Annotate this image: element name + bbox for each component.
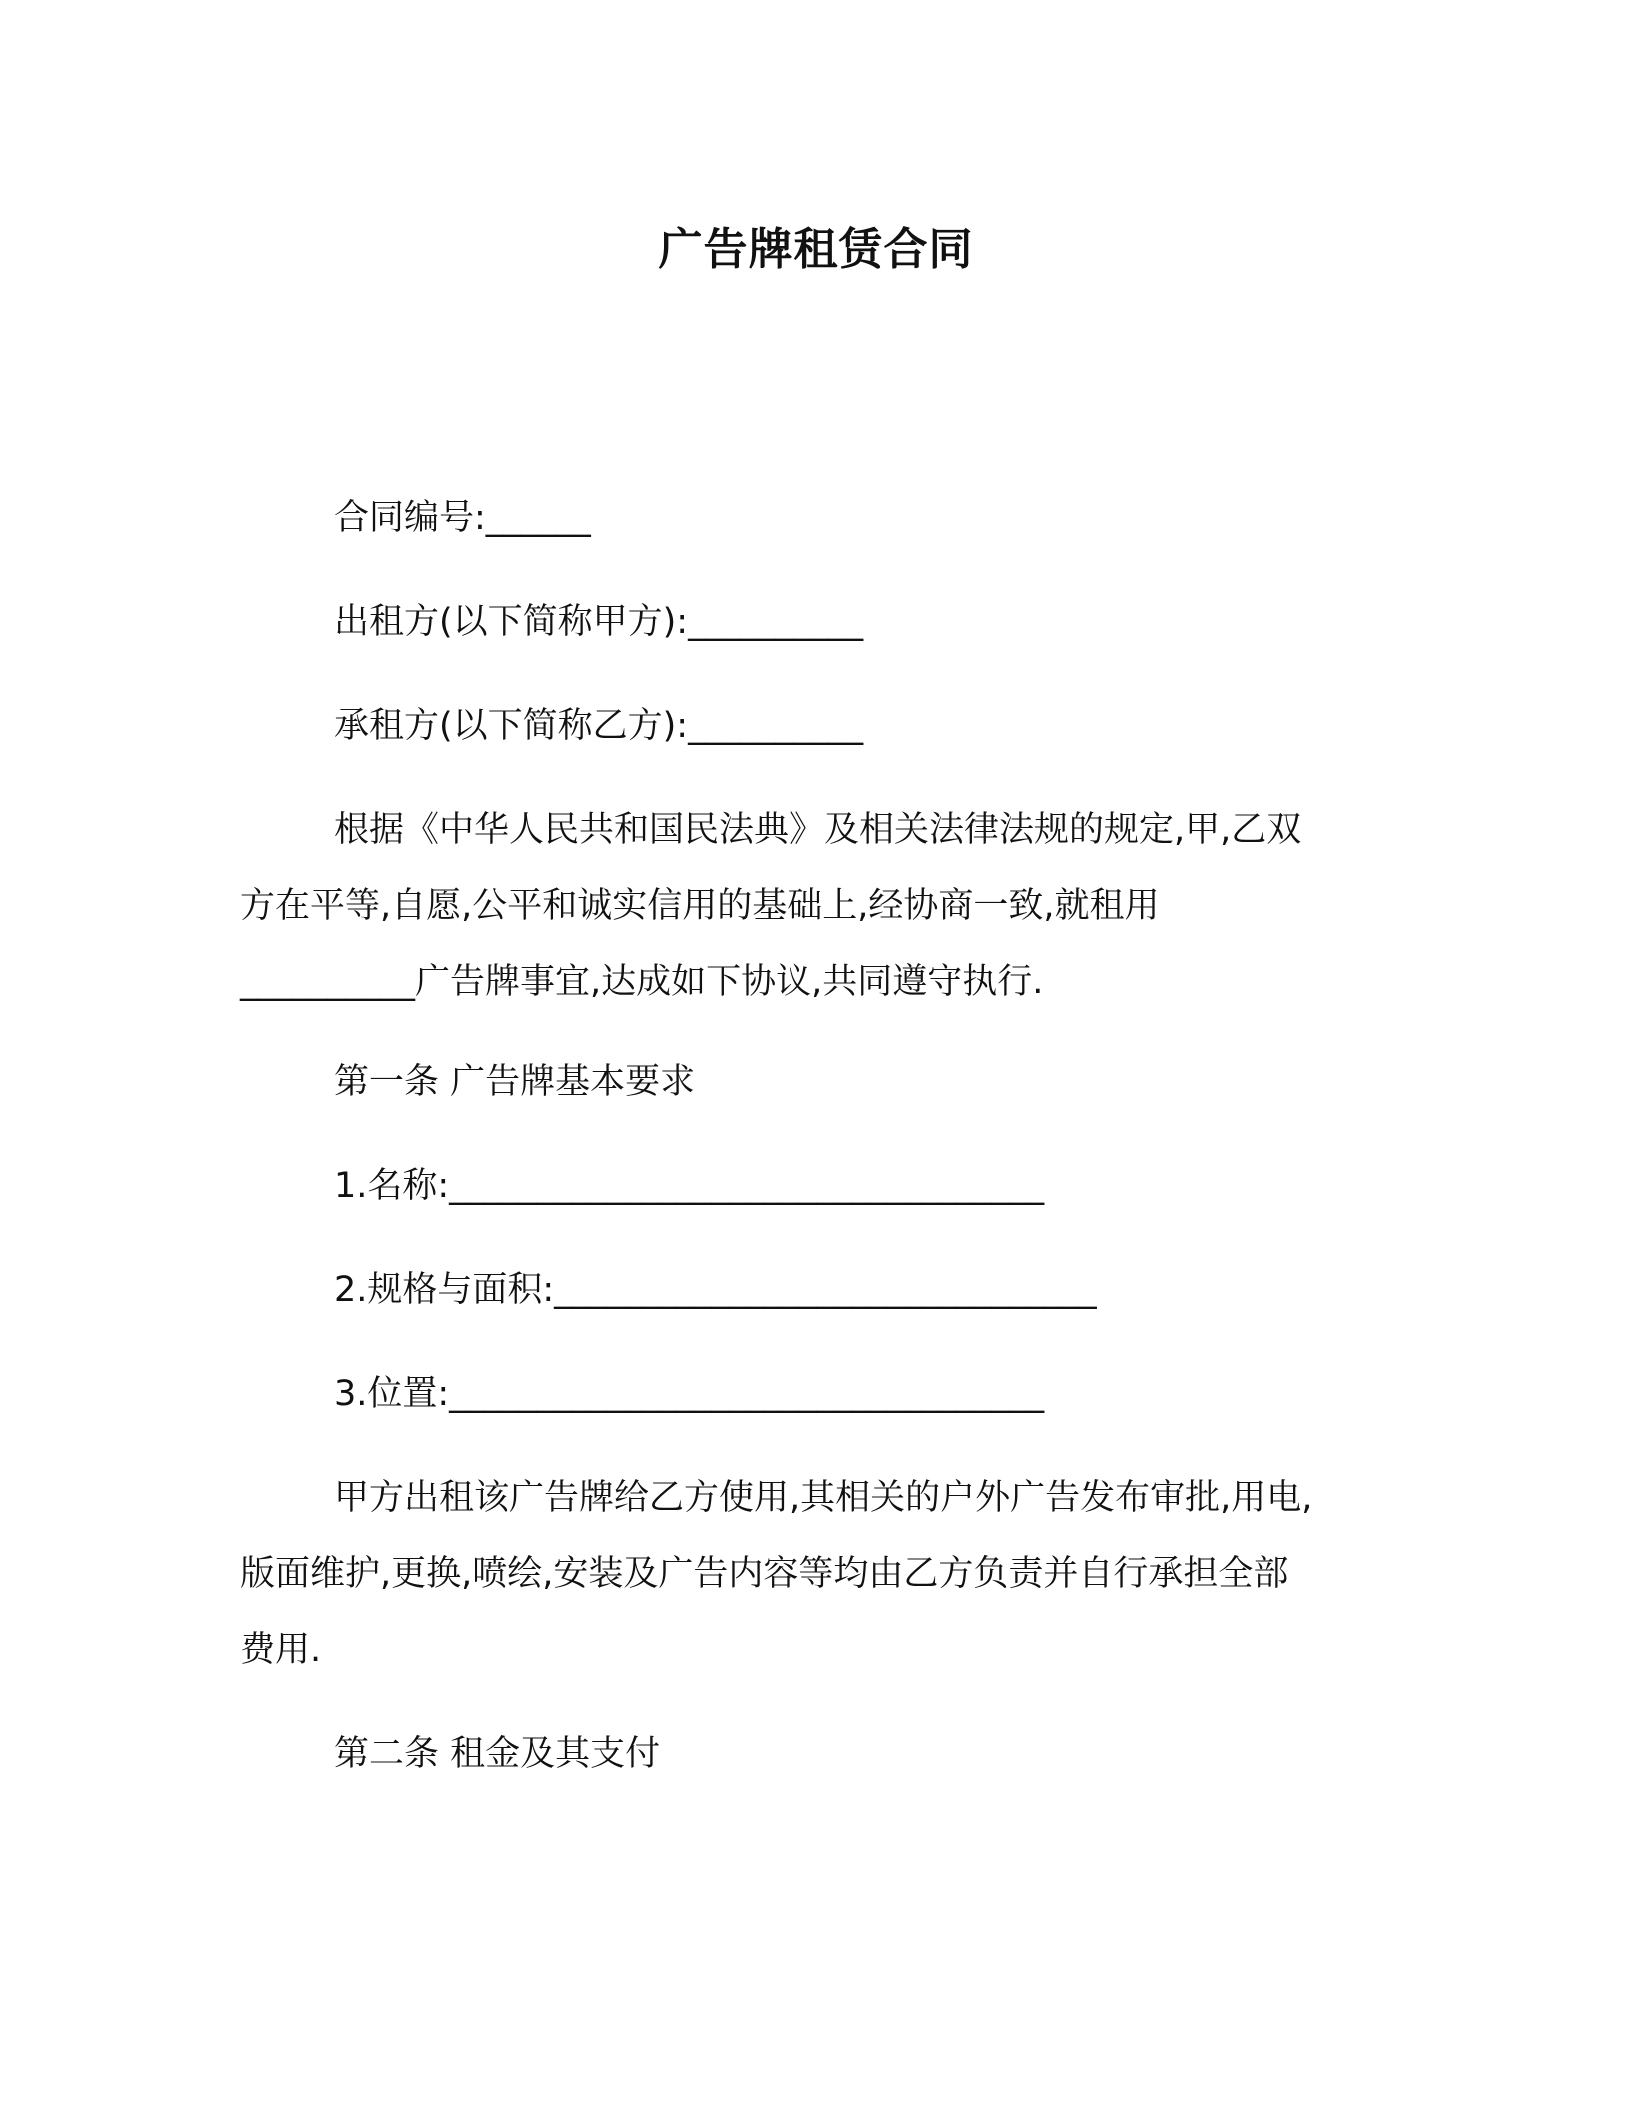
article-1-paragraph-line-2: 版面维护,更换,喷绘,安装及广告内容等均由乙方负责并自行承担全部 (240, 1554, 1289, 1594)
article-1-paragraph-line-1: 甲方出租该广告牌给乙方使用,其相关的户外广告发布审批,用电, (334, 1478, 1313, 1518)
preamble-line-2: 方在平等,自愿,公平和诚实信用的基础上,经协商一致,就租用 (240, 886, 1160, 926)
contract-number-line: 合同编号:______ (334, 498, 591, 538)
article-1-paragraph-line-3: 费用. (240, 1630, 322, 1670)
article-1-heading: 第一条 广告牌基本要求 (334, 1062, 696, 1102)
preamble-line-3: __________广告牌事宜,达成如下协议,共同遵守执行. (240, 962, 1044, 1002)
item-name-line: 1.名称:__________________________________ (334, 1166, 1045, 1206)
preamble-line-1: 根据《中华人民共和国民法典》及相关法律法规的规定,甲,乙双 (334, 810, 1302, 850)
item-location-line: 3.位置:__________________________________ (334, 1374, 1045, 1414)
lessor-line: 出租方(以下简称甲方):__________ (334, 602, 864, 642)
item-spec-line: 2.规格与面积:_______________________________ (334, 1270, 1097, 1310)
article-2-heading: 第二条 租金及其支付 (334, 1734, 661, 1774)
document-title: 广告牌租赁合同 (658, 224, 974, 275)
lessee-line: 承租方(以下简称乙方):__________ (334, 706, 864, 746)
